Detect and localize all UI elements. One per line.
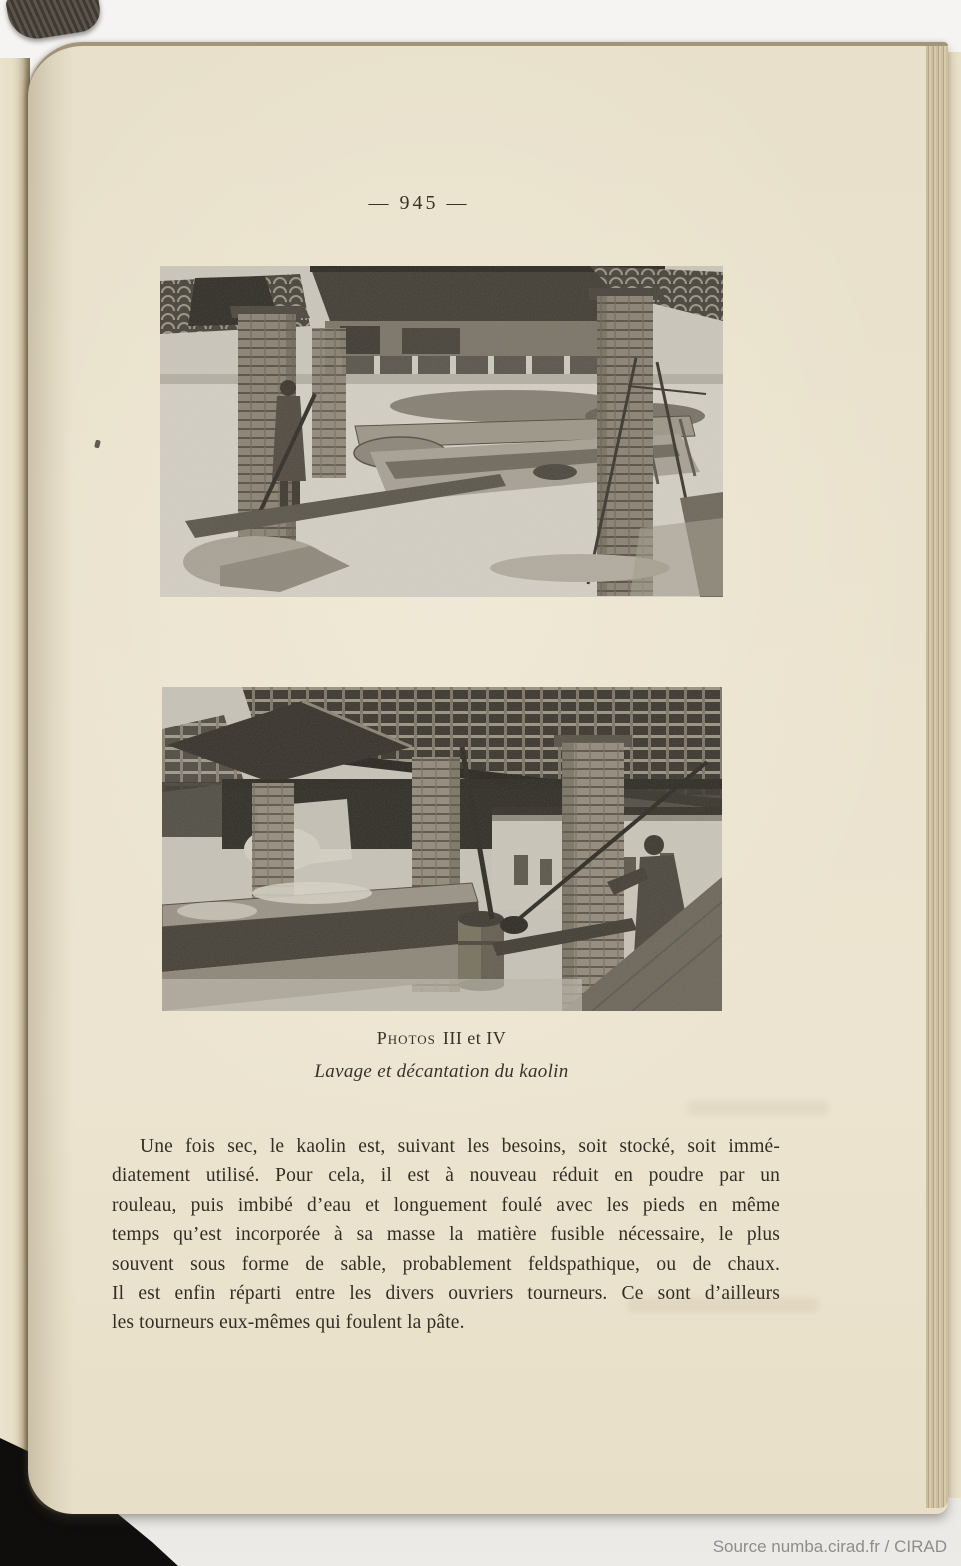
left-page-edges [0,58,30,1498]
photo2-grain [162,687,722,1011]
page-number: — 945 — [368,192,470,214]
paragraph-line: Une fois sec, le kaolin est, suivant les besoins, soit stocké, soit immé- [140,1136,780,1157]
paragraph-line: temps qu’est incorporée à sa masse la matière fusible nécessaire, le plus [112,1224,780,1246]
caption-title-rest: III et IV [442,1028,507,1048]
paragraph-line: Il est enfin réparti entre les divers ouvriers tourneurs. Ce sont d’ailleurs [112,1283,780,1305]
photo-iv-image [162,687,722,1011]
book-page [28,42,948,1514]
caption-block [160,1028,723,1083]
caption-title [160,1028,723,1049]
photo1-grain [160,266,723,597]
right-outer-page-edge [946,52,961,1498]
paragraph-line: rouleau, puis imbibé d’eau et longuement foulé avec les pieds en même [112,1194,780,1216]
photo-iv [162,687,722,1011]
ink-speck [94,440,101,449]
caption-subtitle: Lavage et décantation du kaolin [314,1061,569,1082]
verso-bleed-smudge [628,1298,818,1312]
paragraph-line: souvent sous forme de sable, probablement feldspathique, ou de chaux. [112,1253,780,1275]
caption-title-word: Photos [376,1028,436,1048]
photo-iii [160,266,723,597]
fore-edge-pages [926,46,948,1508]
book-spine-headband [5,0,103,43]
verso-bleed-smudge [688,1101,828,1115]
paragraph-line: les tourneurs eux-mêmes qui foulent la pâte. [112,1312,465,1334]
paragraph-line: diatement utilisé. Pour cela, il est à nouveau réduit en poudre par un [112,1165,780,1187]
source-watermark: Source numba.cirad.fr / CIRAD [712,1537,947,1556]
photo-iii-image [160,266,723,597]
